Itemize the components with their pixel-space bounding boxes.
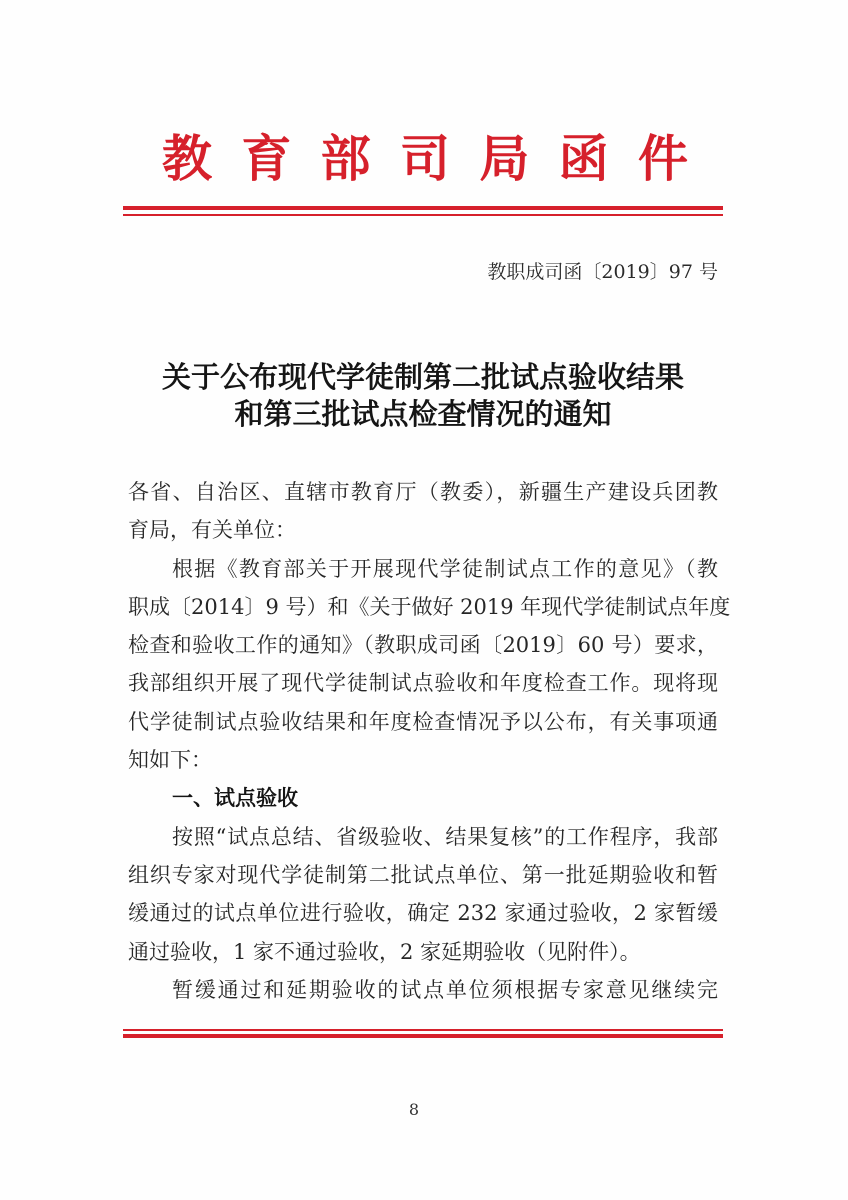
document-body <box>128 473 731 1009</box>
body-line: 育局，有关单位： <box>128 518 296 543</box>
body-line: 职成〔2014〕9 号）和《关于做好 2019 年现代学徒制试点年度 <box>128 594 731 619</box>
section-heading: 一、试点验收 <box>172 785 298 811</box>
letterhead-rule-thick <box>123 206 723 210</box>
body-line: 缓通过的试点单位进行验收，确定 232 家通过验收，2 家暂缓 <box>128 901 718 926</box>
body-line: 通过验收，1 家不通过验收，2 家延期验收（见附件）。 <box>128 939 641 964</box>
letterhead-title: 教育部司局函件 <box>162 129 688 188</box>
footer-rule-thin <box>123 1029 723 1031</box>
body-line: 代学徒制试点验收结果和年度检查情况予以公布，有关事项通 <box>128 709 718 734</box>
page-number: 8 <box>408 1100 420 1119</box>
body-line: 检查和验收工作的通知》（教职成司函〔2019〕60 号）要求， <box>128 633 718 658</box>
body-line: 组织专家对现代学徒制第二批试点单位、第一批延期验收和暂 <box>128 862 718 887</box>
title-line: 和第三批试点检查情况的通知 <box>234 397 612 431</box>
title-line: 关于公布现代学徒制第二批试点验收结果 <box>161 360 684 394</box>
letterhead-rule-thin <box>123 214 723 216</box>
body-line: 我部组织开展了现代学徒制试点验收和年度检查工作。现将现 <box>128 671 718 696</box>
body-line: 各省、自治区、直辖市教育厅（教委），新疆生产建设兵团教 <box>128 480 718 504</box>
document-number: 教职成司函〔2019〕97 号 <box>487 261 718 283</box>
body-line: 暂缓通过和延期验收的试点单位须根据专家意见继续完 <box>172 977 718 1002</box>
body-line: 根据《教育部关于开展现代学徒制试点工作的意见》（教 <box>172 556 718 581</box>
body-line: 按照“试点总结、省级验收、结果复核”的工作程序，我部 <box>172 824 718 849</box>
footer-rule-thick <box>123 1034 723 1038</box>
body-line: 知如下： <box>128 748 212 773</box>
document-title <box>123 359 723 433</box>
